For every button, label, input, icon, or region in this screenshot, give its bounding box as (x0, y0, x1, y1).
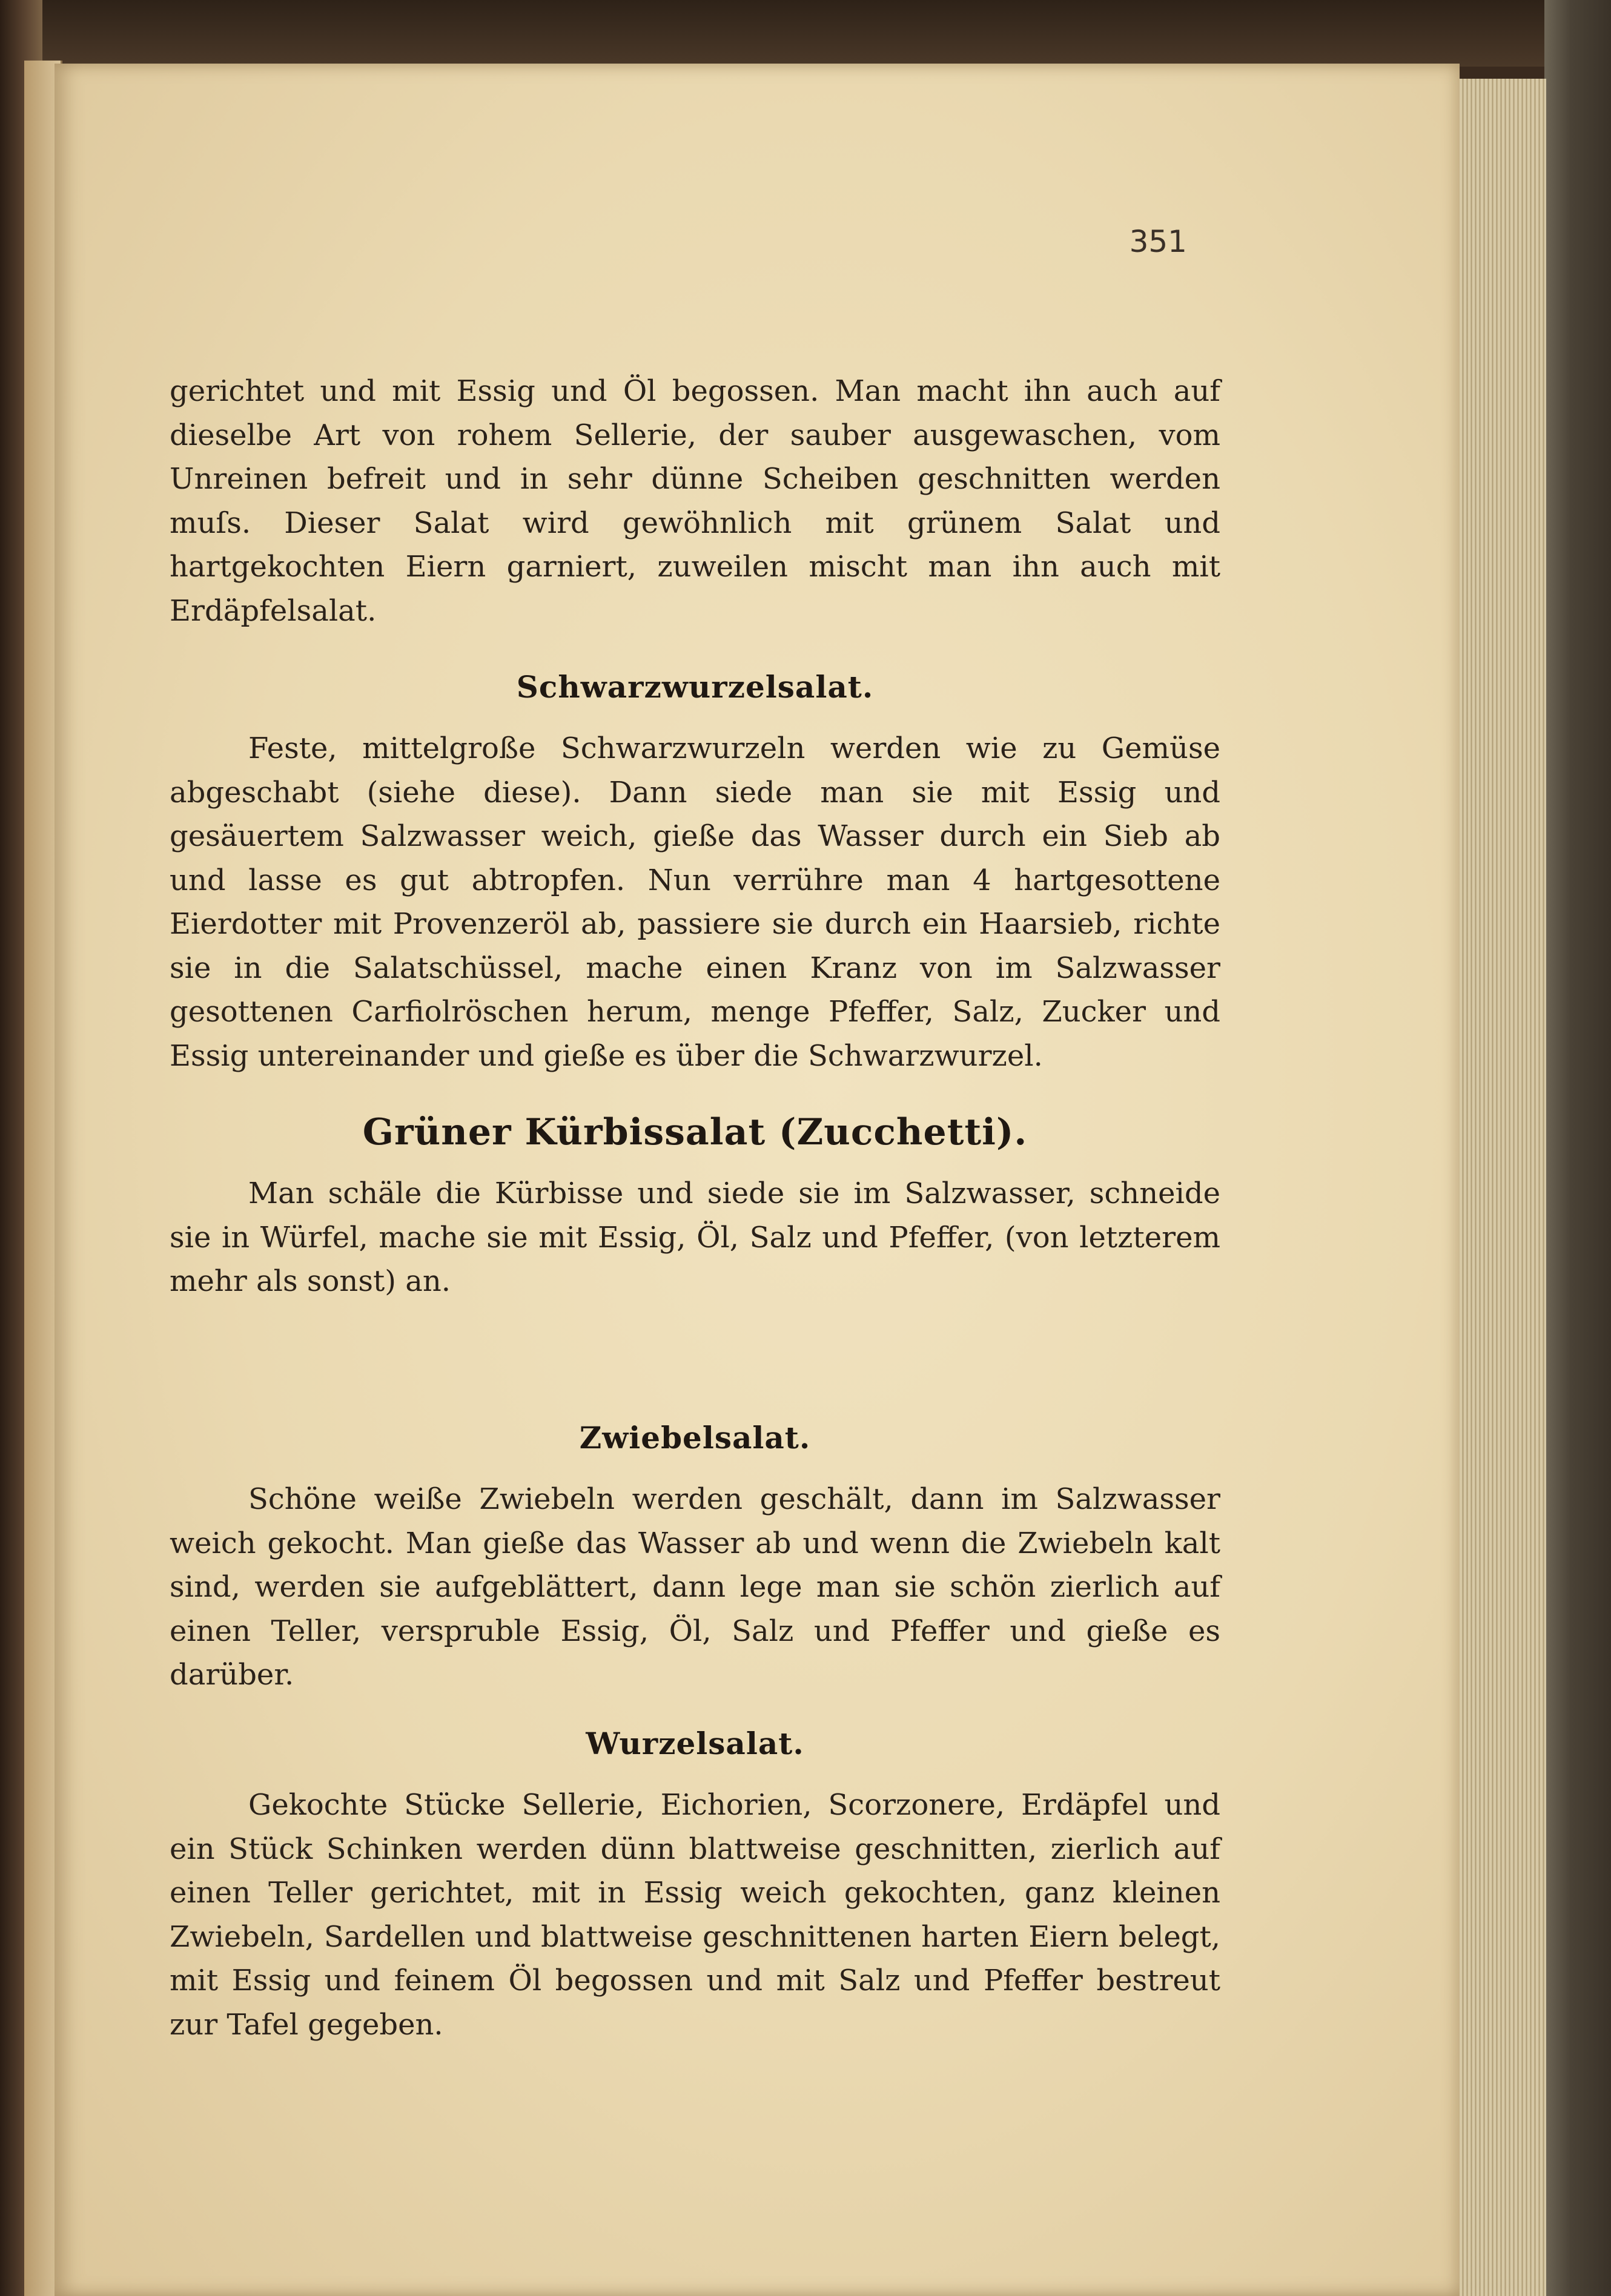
intro-paragraph: gerichtet und mit Essig und Öl begossen. Man macht ihn auch auf dieselbe Art von rohem Sellerie, der sauber ausgewaschen, vom Unreinen befreit und in sehr dünne Scheiben geschnitten werden muſs. Dieser Salat wird gewöhnlich mit grünem Salat und hartgekochten Eiern garniert, zuweilen mischt man ihn auch mit Erdäpfelsalat. (170, 374, 1220, 628)
book-page (55, 64, 1460, 2296)
page-number: 351 (1129, 224, 1187, 259)
section-title: Schwarzwurzelsalat. (516, 669, 874, 705)
book-cover-right (1544, 0, 1611, 2296)
section-title: Grüner Kürbissalat (Zucchetti). (362, 1111, 1028, 1153)
section-wurzelsalat (170, 1726, 1220, 1761)
section-kuerbissalat-body (170, 1172, 1220, 1304)
intro-paragraph-block (170, 369, 1220, 633)
section-paragraph: Man schäle die Kürbisse und siede sie im Salzwasser, schneide sie in Würfel, mache sie mit Essig, Öl, Salz und Pfeffer, (von letzterem mehr als sonst) an. (170, 1176, 1220, 1298)
section-title: Zwiebelsalat. (579, 1420, 811, 1456)
section-zwiebelsalat (170, 1420, 1220, 1456)
section-schwarzwurzelsalat-body (170, 727, 1220, 1078)
section-title: Wurzelsalat. (586, 1726, 804, 1761)
page-edges-stack (1454, 79, 1546, 2296)
section-paragraph: Feste, mittelgroße Schwarzwurzeln werden wie zu Gemüse abgeschabt (siehe diese). Dann siede man sie mit Essig und gesäuertem Salzwasser weich, gieße das Wasser durch ein Sieb ab und lasse es gut abtropfen. Nun verrühre man 4 hartgesottene Eierdotter mit Provenzeröl ab, passiere sie durch ein Haarsieb, richte sie in die Salatschüssel, mache einen Kranz von im Salzwasser gesottenen Carfiolröschen herum, menge Pfeffer, Salz, Zucker und Essig untereinander und gieße es über die Schwarzwurzel. (170, 731, 1220, 1073)
section-schwarzwurzelsalat (170, 669, 1220, 705)
section-zwiebelsalat-body (170, 1477, 1220, 1697)
book-cover-top (0, 0, 1611, 67)
section-kuerbissalat (170, 1111, 1220, 1153)
section-paragraph: Gekochte Stücke Sellerie, Eichorien, Scorzonere, Erdäpfel und ein Stück Schinken werden dünn blattweise geschnitten, zierlich auf einen Teller gerichtet, mit in Essig weich gekochten, ganz kleinen Zwiebeln, Sardellen und blattweise geschnittenen harten Eiern belegt, mit Essig und feinem Öl begossen und mit Salz und Pfeffer bestreut zur Tafel gegeben. (170, 1788, 1220, 2042)
section-wurzelsalat-body (170, 1783, 1220, 2047)
section-paragraph: Schöne weiße Zwiebeln werden geschält, dann im Salzwasser weich gekocht. Man gieße das Wasser ab und wenn die Zwiebeln kalt sind, werden sie aufgeblättert, dann lege man sie schön zierlich auf einen Teller, verspruble Essig, Öl, Salz und Pfeffer und gieße es darüber. (170, 1482, 1220, 1692)
